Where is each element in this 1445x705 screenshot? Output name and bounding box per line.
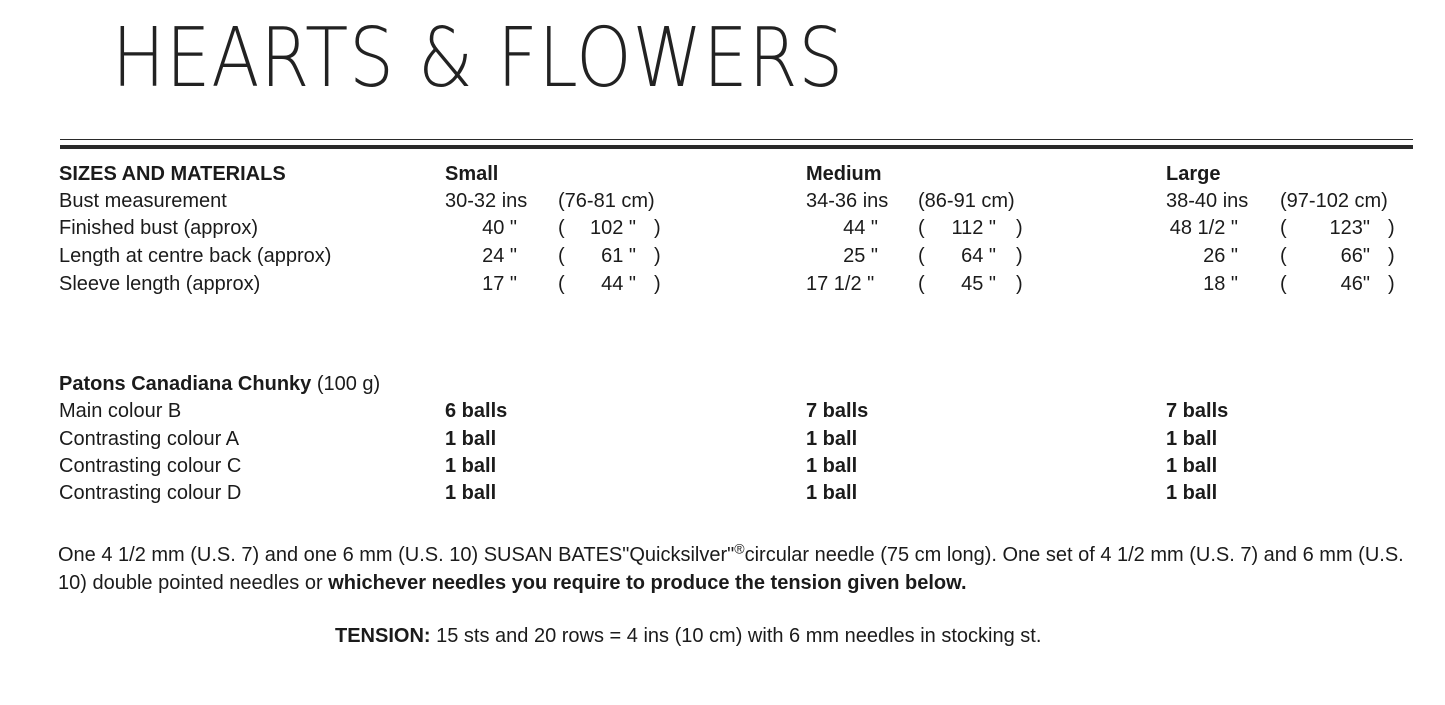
- needles-text-2: circular needle (75 cm long). One set of 4 1/2 mm (U.S. 7) and 6 mm (U.S. 10) double pointed needles or: [58, 544, 1404, 594]
- paren-open: (: [1280, 217, 1287, 239]
- size-value-small-cm: (76-81 cm): [558, 190, 655, 212]
- size-value-medium-cm: 112 ": [951, 217, 996, 239]
- pattern-title: HEARTS & FLOWERS: [112, 11, 845, 106]
- paren-close: ): [654, 245, 661, 267]
- size-value-medium-in: 34-36 ins: [806, 190, 889, 212]
- yarn-qty-large: 7 balls: [1166, 400, 1229, 422]
- paren-close: ): [1388, 273, 1395, 295]
- yarn-name: Patons Canadiana Chunky: [59, 373, 312, 395]
- size-value-large-in: 48 1/2 ": [1169, 217, 1238, 239]
- paren-close: ): [1388, 217, 1395, 239]
- yarn-qty-small: 6 balls: [445, 400, 508, 422]
- column-medium: Medium: [806, 163, 882, 185]
- size-value-small-cm: 44 ": [601, 273, 636, 295]
- paren-close: ): [1388, 245, 1395, 267]
- tension-label: TENSION:: [335, 625, 431, 647]
- yarn-qty-small: 1 ball: [445, 482, 497, 504]
- size-value-medium-cm: (86-91 cm): [918, 190, 1015, 212]
- paren-close: ): [1016, 217, 1023, 239]
- tension-line: [335, 624, 1041, 648]
- paren-open: (: [918, 273, 925, 295]
- paren-close: ): [1016, 245, 1023, 267]
- column-large: Large: [1166, 163, 1221, 185]
- header-rule-thick: [60, 145, 1413, 149]
- needles-paragraph: [58, 541, 1418, 597]
- size-value-large-in: 18 ": [1203, 273, 1238, 295]
- size-value-medium-in: 44 ": [843, 217, 878, 239]
- tension-text: 15 sts and 20 rows = 4 ins (10 cm) with 6 mm needles in stocking st.: [430, 625, 1042, 647]
- size-value-medium-cm: 64 ": [961, 245, 996, 267]
- yarn-qty-medium: 7 balls: [806, 400, 869, 422]
- yarn-heading: [59, 372, 380, 396]
- size-row-label: Bust measurement: [59, 190, 227, 212]
- column-small: Small: [445, 163, 499, 185]
- size-value-large-cm: 66": [1340, 245, 1370, 267]
- size-value-small-cm: 102 ": [589, 217, 636, 239]
- paren-close: ): [654, 217, 661, 239]
- header-rule-thin: [60, 139, 1413, 140]
- yarn-row-label: Contrasting colour D: [59, 482, 242, 504]
- size-value-large-in: 26 ": [1203, 245, 1238, 267]
- size-value-small-in: 40 ": [482, 217, 517, 239]
- needles-text-1: One 4 1/2 mm (U.S. 7) and one 6 mm (U.S. 10) SUSAN BATES"Quicksilver": [58, 544, 735, 566]
- yarn-qty-large: 1 ball: [1166, 428, 1218, 450]
- size-value-large-cm: 123": [1329, 217, 1370, 239]
- yarn-qty-medium: 1 ball: [806, 428, 858, 450]
- yarn-qty-small: 1 ball: [445, 455, 497, 477]
- size-row-label: Length at centre back (approx): [59, 245, 332, 267]
- yarn-row-label: Contrasting colour A: [59, 428, 240, 450]
- paren-open: (: [918, 217, 925, 239]
- paren-open: (: [558, 245, 565, 267]
- size-row-label: Sleeve length (approx): [59, 273, 261, 295]
- paren-close: ): [1016, 273, 1023, 295]
- paren-open: (: [558, 217, 565, 239]
- size-value-large-cm: (97-102 cm): [1280, 190, 1388, 212]
- yarn-qty-medium: 1 ball: [806, 455, 858, 477]
- size-value-small-in: 30-32 ins: [445, 190, 528, 212]
- sizes-heading: SIZES AND MATERIALS: [59, 163, 286, 185]
- yarn-qty-medium: 1 ball: [806, 482, 858, 504]
- size-value-small-in: 24 ": [482, 245, 517, 267]
- size-value-medium-in: 17 1/2 ": [806, 273, 875, 295]
- registered-mark: ®: [734, 540, 745, 557]
- size-value-large-in: 38-40 ins: [1166, 190, 1249, 212]
- needles-text-bold: whichever needles you require to produce the tension given below.: [328, 572, 967, 594]
- paren-open: (: [918, 245, 925, 267]
- paren-open: (: [1280, 245, 1287, 267]
- yarn-row-label: Contrasting colour C: [59, 455, 242, 477]
- yarn-qty-small: 1 ball: [445, 428, 497, 450]
- yarn-row-label: Main colour B: [59, 400, 182, 422]
- yarn-qty-large: 1 ball: [1166, 455, 1218, 477]
- size-value-small-cm: 61 ": [601, 245, 636, 267]
- paren-close: ): [654, 273, 661, 295]
- size-value-small-in: 17 ": [482, 273, 517, 295]
- size-row-label: Finished bust (approx): [59, 217, 258, 239]
- size-value-large-cm: 46": [1340, 273, 1370, 295]
- size-value-medium-in: 25 ": [843, 245, 878, 267]
- yarn-qty-large: 1 ball: [1166, 482, 1218, 504]
- paren-open: (: [1280, 273, 1287, 295]
- yarn-weight: (100 g): [316, 373, 381, 395]
- paren-open: (: [558, 273, 565, 295]
- size-value-medium-cm: 45 ": [961, 273, 996, 295]
